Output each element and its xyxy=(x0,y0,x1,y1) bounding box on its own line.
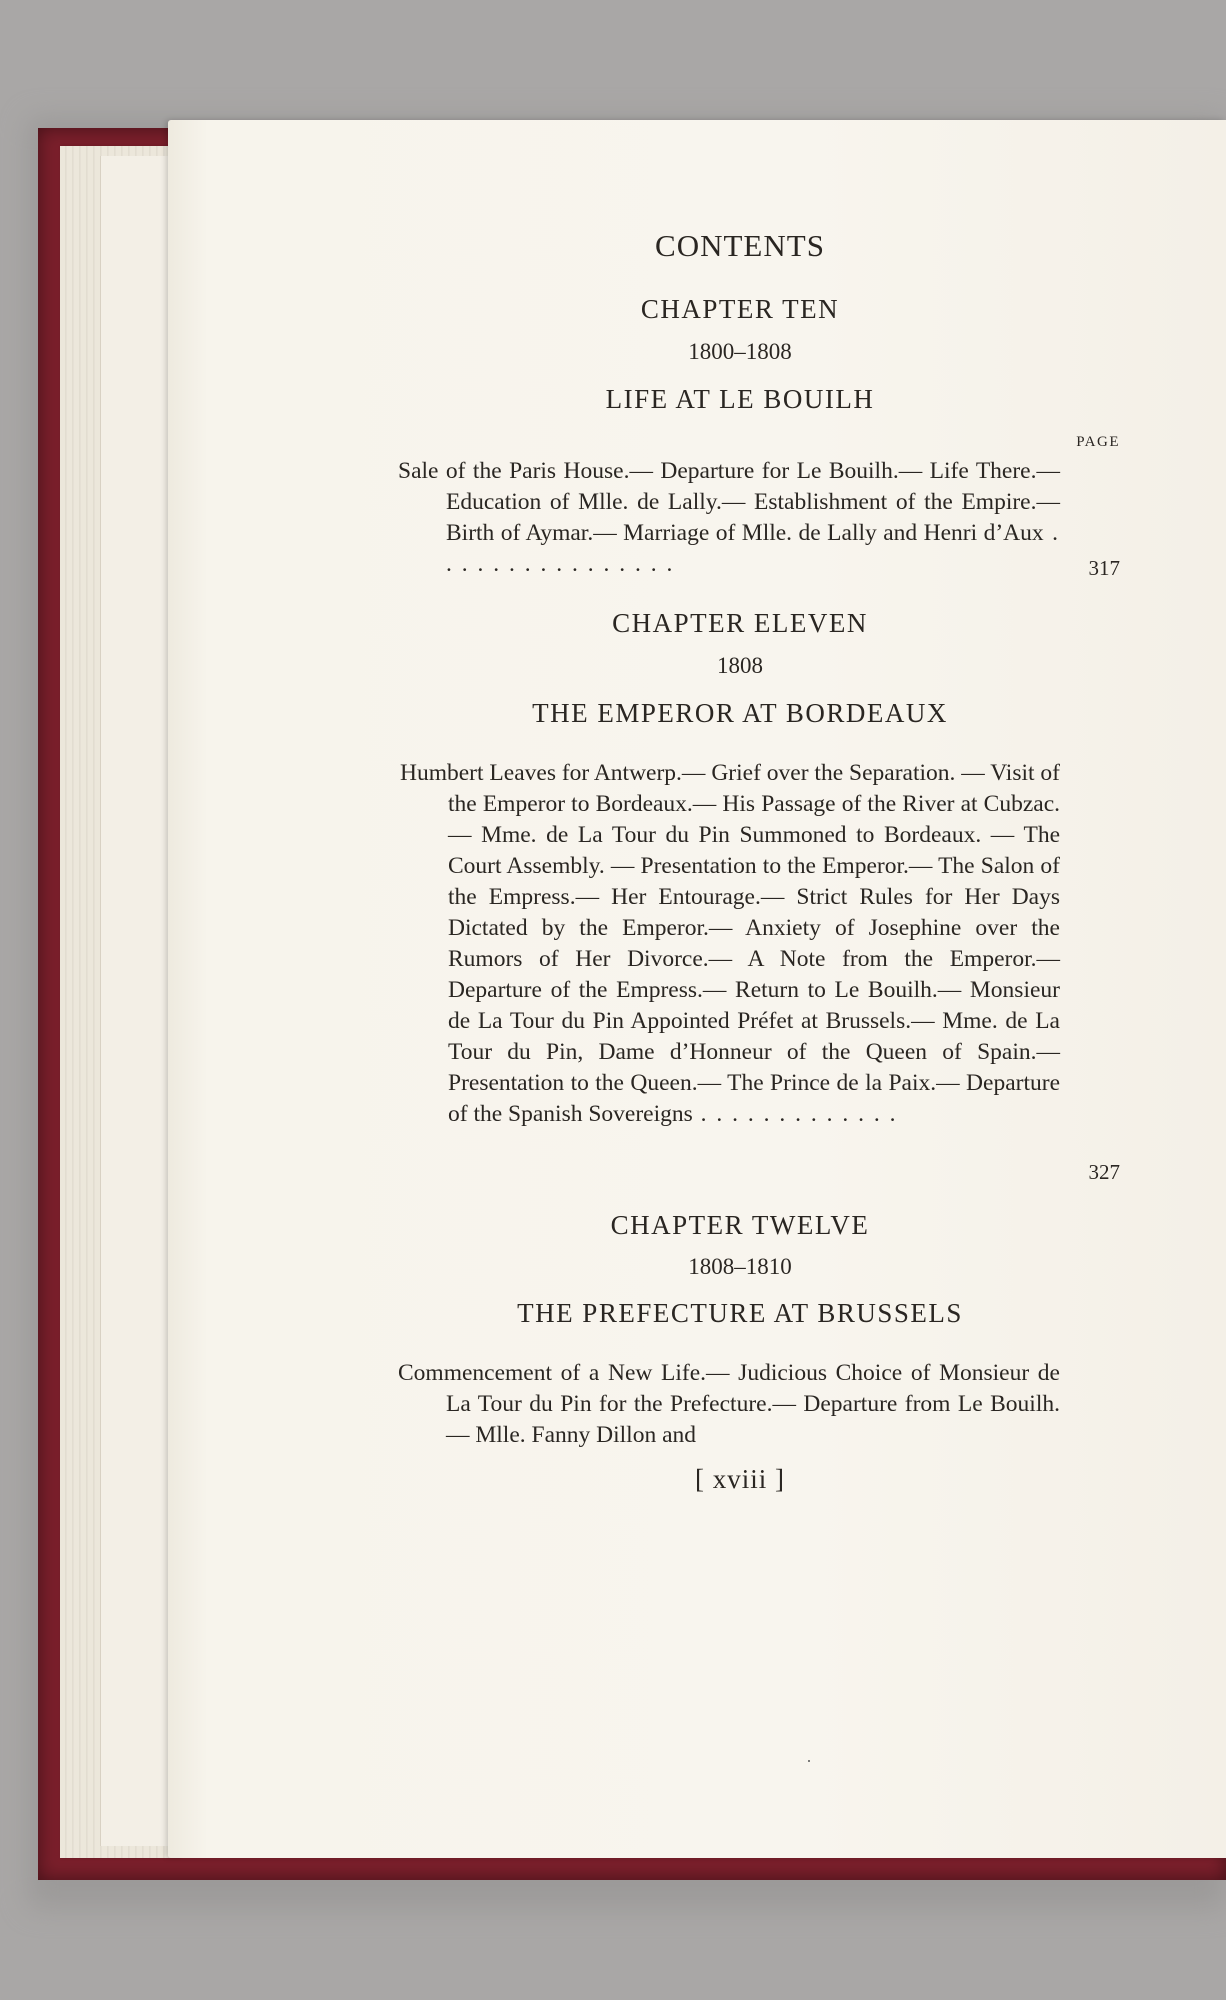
page-number: 327 xyxy=(1088,1160,1120,1184)
chapter-title: THE EMPEROR AT BORDEAUX xyxy=(532,698,948,728)
leader-dots: . . . . . . . . . . . . . xyxy=(692,1101,898,1127)
page-column-label: PAGE xyxy=(1076,434,1120,450)
paper-speck xyxy=(808,1760,810,1762)
chapter-summary xyxy=(398,1358,1060,1451)
page-number: 317 xyxy=(1088,556,1120,580)
chapter-years: 1808–1810 xyxy=(688,1254,792,1279)
folio-page-number: [ xviii ] xyxy=(695,1464,785,1494)
chapter-summary xyxy=(400,758,1060,1130)
chapter-title: THE PREFECTURE AT BRUSSELS xyxy=(517,1298,963,1328)
summary-text: Sale of the Paris House.— Departure for Le Bouilh.— Life There.— Education of Mlle. de Lally.— Establishment of the Empire.— Birth of Aymar.— Marriage of Mlle. de Lally and Henri d’Aux xyxy=(398,458,1060,546)
chapter-years: 1808 xyxy=(717,653,763,678)
chapter-heading: CHAPTER TEN xyxy=(640,294,840,324)
chapter-heading: CHAPTER ELEVEN xyxy=(612,608,868,638)
summary-text: Humbert Leaves for Antwerp.— Grief over the Separation. — Visit of the Emperor to Bordeaux.— His Passage of the River at Cubzac.— Mme. de La Tour du Pin Summoned to Bordeaux. — The Court Assembly. — Presentation to the Emperor.— The Salon of the Empress.— Her Entourage.— Strict Rules for Her Days Dictated by the Emperor.— Anxiety of Josephine over the Rumors of Her Divorce.— A Note from the Emperor.— Departure of the Empress.— Return to Le Bouilh.— Monsieur de La Tour du Pin Appointed Préfet at Brussels.— Mme. de La Tour du Pin, Dame d’Honneur of the Queen of Spain.— Presentation to the Queen.— The Prince de la Paix.— Departure of the Spanish Sovereigns xyxy=(400,760,1060,1127)
summary-text: Commencement of a New Life.— Judicious Choice of Monsieur de La Tour du Pin for the Prefecture.— Departure from Le Bouilh.— Mlle. Fanny Dillon and xyxy=(398,1360,1060,1448)
contents-heading: CONTENTS xyxy=(655,228,825,263)
chapter-years: 1800–1808 xyxy=(688,339,792,364)
chapter-heading: CHAPTER TWELVE xyxy=(610,1210,870,1240)
book-page xyxy=(168,120,1226,1858)
chapter-summary xyxy=(398,456,1060,580)
chapter-title: LIFE AT LE BOUILH xyxy=(605,384,875,414)
leader-dots: . . . . . . . . . . . . . . . . xyxy=(446,520,1060,577)
